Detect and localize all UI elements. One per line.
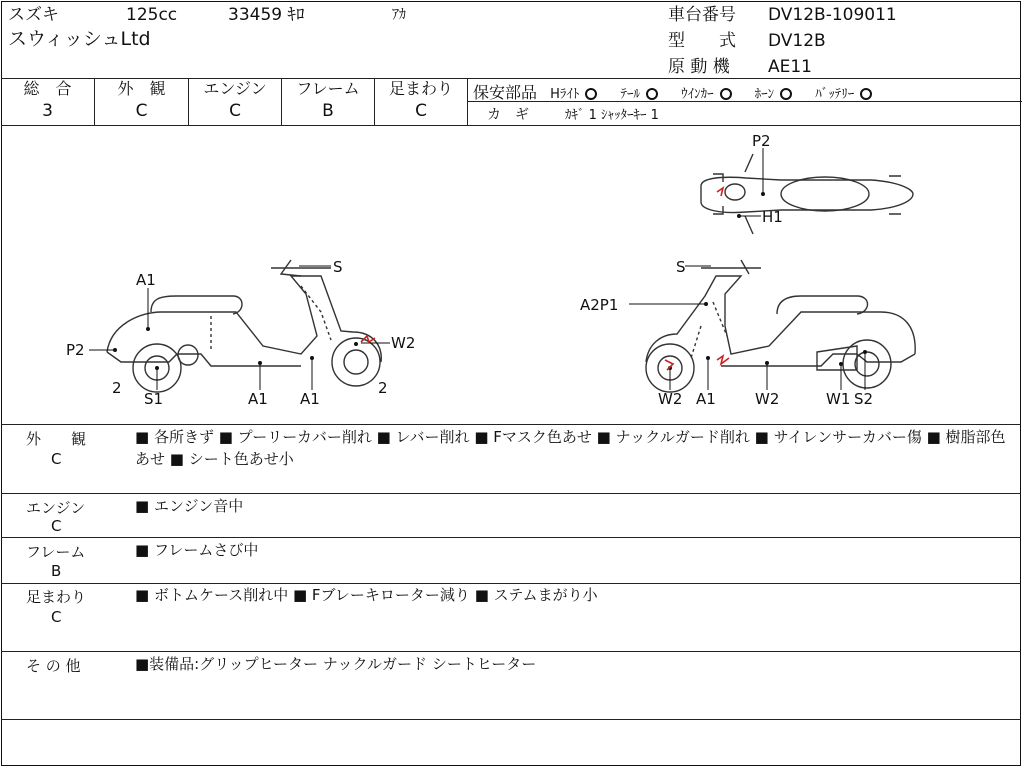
diagram-label: S1: [144, 390, 164, 408]
safety-item-battery: ﾊﾞｯﾃﾘｰ: [815, 87, 872, 102]
maker: スズキ: [8, 5, 59, 25]
ok-circle-icon: [585, 88, 597, 100]
section-exterior-grade: C: [51, 450, 62, 468]
scooter-top-view: [701, 154, 913, 234]
safety-parts-title: 保安部品: [473, 83, 538, 102]
engine-model-label: 原 動 機: [668, 57, 730, 77]
grade-suspension-value: C: [415, 101, 427, 121]
divider: [1, 719, 1021, 720]
safety-item-taillight: ﾃｰﾙ: [620, 87, 658, 102]
grade-exterior-value: C: [135, 101, 148, 121]
divider: [1, 651, 1021, 652]
key-value: ｶｷﾞ 1 ｼｬｯﾀｰｷｰ 1: [565, 108, 659, 123]
displacement: 125cc: [126, 5, 178, 25]
section-engine-grade: C: [51, 517, 62, 535]
section-engine-title: エンジン: [26, 499, 86, 517]
diagram-label: 2: [378, 379, 388, 397]
grade-frame-value: B: [322, 101, 334, 121]
grade-overall-value: 3: [42, 101, 53, 121]
grade-exterior-label: 外 観: [117, 79, 166, 98]
diagram-label: A1: [136, 271, 156, 289]
ok-circle-icon: [780, 88, 792, 100]
safety-item-headlight: Hﾗｲﾄ: [550, 87, 597, 102]
diagram-label: P2: [752, 132, 771, 150]
diagram-label: A2P1: [580, 296, 619, 314]
safety-item-horn: ﾎｰﾝ: [755, 87, 793, 102]
scooter-right-side-view: [646, 260, 915, 392]
diagram-label: W1: [826, 390, 851, 408]
key-label: カ ギ: [487, 107, 529, 123]
model-type-label: 型 式: [668, 31, 736, 51]
grade-engine-value: C: [229, 101, 241, 121]
grade-suspension-label: 足まわり: [388, 79, 453, 98]
mileage: 33459 ｷﾛ: [228, 5, 305, 25]
grade-engine-label: エンジン: [203, 79, 267, 98]
section-exterior-title: 外 観: [26, 430, 87, 448]
grade-frame-label: フレーム: [296, 79, 360, 98]
color: ｱｶ: [392, 7, 406, 23]
section-suspension-title: 足まわり: [26, 588, 87, 606]
diagram-label: W2: [658, 390, 683, 408]
section-engine-body: ■ エンジン音中: [135, 497, 244, 515]
ok-circle-icon: [646, 88, 658, 100]
model-type-value: DV12B: [768, 31, 826, 51]
diagram-label: S: [333, 258, 343, 276]
section-suspension-grade: C: [51, 608, 62, 626]
diagram-label: 2: [112, 379, 122, 397]
diagram-label: A1: [300, 390, 320, 408]
diagram-label: P2: [66, 341, 85, 359]
diagram-label: W2: [391, 334, 416, 352]
frame-number-label: 車台番号: [668, 5, 736, 25]
section-exterior-body: ■ 各所きず ■ プーリーカバー削れ ■ レバー削れ ■ Fマスク色あせ ■ ナックルガード削れ ■ サイレンサーカバー傷 ■ 樹脂部色あせ ■ シート色あせ小: [135, 428, 1006, 468]
diagram-label: H1: [762, 208, 783, 226]
ok-circle-icon: [860, 88, 872, 100]
safety-item-winker: ｳｲﾝｶｰ: [681, 87, 732, 102]
ok-circle-icon: [720, 88, 732, 100]
section-frame-body: ■ フレームさび中: [135, 541, 259, 559]
section-frame-grade: B: [51, 562, 62, 580]
diagram-label: A1: [696, 390, 716, 408]
section-other-title: そ の 他: [26, 657, 81, 675]
diagram-label: W2: [755, 390, 780, 408]
engine-model-value: AE11: [768, 57, 813, 77]
diagram-label: S: [676, 258, 686, 276]
divider: [1, 537, 1021, 538]
divider: [1, 493, 1021, 494]
model-name: スウィッシュLtd: [8, 28, 151, 50]
frame-number-value: DV12B-109011: [768, 5, 897, 25]
diagram-label: S2: [854, 390, 874, 408]
divider: [1, 424, 1021, 425]
diagram-label: A1: [248, 390, 268, 408]
section-frame-title: フレーム: [26, 543, 86, 561]
section-suspension-body: ■ ボトムケース削れ中 ■ Fブレーキローター減り ■ ステムまがり小: [135, 586, 598, 604]
section-other-body: ■装備品:グリップヒーター ナックルガード シートヒーター: [135, 655, 537, 673]
grade-overall-label: 総 合: [23, 79, 72, 98]
safety-parts-row: [473, 80, 872, 103]
